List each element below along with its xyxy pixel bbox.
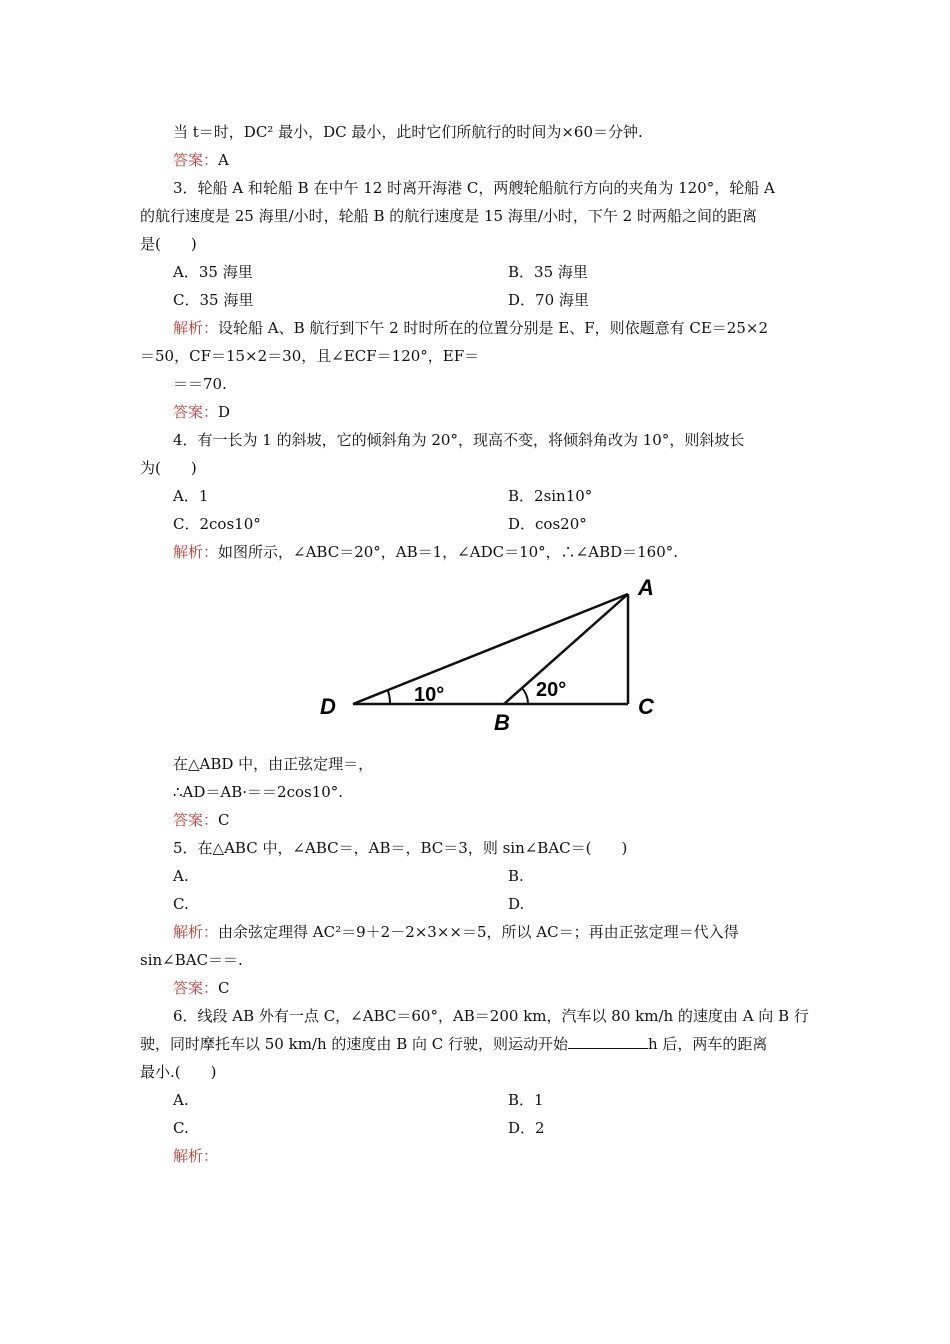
option-a: A. [173,867,189,885]
solution-line [173,1145,218,1167]
segment-da [353,594,628,704]
option-b: B．1 [508,1091,544,1109]
triangle-figure [310,570,670,740]
answer-blank [568,1034,648,1049]
option-b: B．2sin10° [508,487,593,505]
answer-label: 答案： [173,979,219,997]
solution-line [173,921,739,943]
angle-arc-b [522,688,528,704]
answer-line [173,149,229,171]
answer-line [173,809,230,831]
question-6-text: h 后，两车的距离 [648,1035,768,1053]
option-c: C. [173,895,189,913]
answer-value: A [218,151,229,169]
option-c: C．35 海里 [173,291,254,309]
option-d: D．70 海里 [508,291,589,309]
answer-line [173,401,230,423]
solution-line [173,541,678,563]
solution-line [173,317,768,339]
solution-label: 解析： [173,319,219,337]
option-d: D. [508,895,525,913]
option-b: B．35 海里 [508,263,588,281]
answer-line [173,977,230,999]
text-line: 当 t＝时，DC² 最小，DC 最小，此时它们所航行的时间为×60＝分钟. [173,123,643,141]
option-c: C. [173,1119,189,1137]
solution-line: 在△ABD 中，由正弦定理＝， [173,755,374,773]
question-4-line: 为( ) [140,459,197,477]
solution-text: 由余弦定理得 AC²＝9＋2－2×3××＝5，所以 AC＝；再由正弦定理＝代入得 [218,923,739,941]
angle-label-20: 20° [536,679,567,701]
option-c: C．2cos10° [173,515,261,533]
solution-label: 解析： [173,923,219,941]
answer-label: 答案： [173,811,219,829]
question-6-line: 6．线段 AB 外有一点 C，∠ABC＝60°，AB＝200 km，汽车以 80 km/h 的速度由 A 向 B 行 [173,1007,809,1025]
question-4-line: 4．有一长为 1 的斜坡，它的倾斜角为 20°，现高不变，将倾斜角改为 10°，则斜坡长 [173,431,745,449]
solution-line: ＝＝70. [173,375,227,393]
vertex-label-c: C [638,694,654,719]
solution-text: 设轮船 A、B 航行到下午 2 时时所在的位置分别是 E、F，则依题意有 CE＝25×2 [218,319,769,337]
solution-text: 如图所示，∠ABC＝20°，AB＝1，∠ADC＝10°，∴∠ABD＝160°. [218,543,679,561]
angle-label-10: 10° [414,684,445,706]
solution-line: ∴AD＝AB·＝＝2cos10°. [173,783,344,801]
answer-label: 答案： [173,403,219,421]
vertex-label-a: A [638,575,654,600]
option-d: D．cos20° [508,515,587,533]
option-a: A．35 海里 [173,263,253,281]
solution-line: sin∠BAC＝＝. [140,951,243,969]
answer-label: 答案： [173,151,219,169]
option-a: A. [173,1091,189,1109]
solution-line: ＝50，CF＝15×2＝30，且∠ECF＝120°，EF＝ [140,347,480,365]
solution-label: 解析： [173,1147,219,1165]
vertex-label-d: D [320,694,336,719]
option-d: D．2 [508,1119,545,1137]
question-6-line [140,1033,767,1055]
option-a: A．1 [173,487,209,505]
solution-label: 解析： [173,543,219,561]
question-3-line: 3．轮船 A 和轮船 B 在中午 12 时离开海港 C，两艘轮船航行方向的夹角为 120°，轮船 A [173,179,775,197]
question-3-line: 是( ) [140,235,197,253]
question-6-text: 驶，同时摩托车以 50 km/h 的速度由 B 向 C 行驶，则运动开始 [140,1035,568,1053]
vertex-label-b: B [494,710,510,735]
question-5-line: 5．在△ABC 中，∠ABC＝，AB＝，BC＝3，则 sin∠BAC＝( ) [173,839,628,857]
angle-arc-d [388,691,390,704]
option-b: B. [508,867,524,885]
answer-value: C [218,811,230,829]
answer-value: C [218,979,230,997]
answer-value: D [218,403,231,421]
question-6-line: 最小.( ) [140,1063,217,1081]
question-3-line: 的航行速度是 25 海里/小时，轮船 B 的航行速度是 15 海里/小时，下午 2 时两船之间的距离 [140,207,757,225]
